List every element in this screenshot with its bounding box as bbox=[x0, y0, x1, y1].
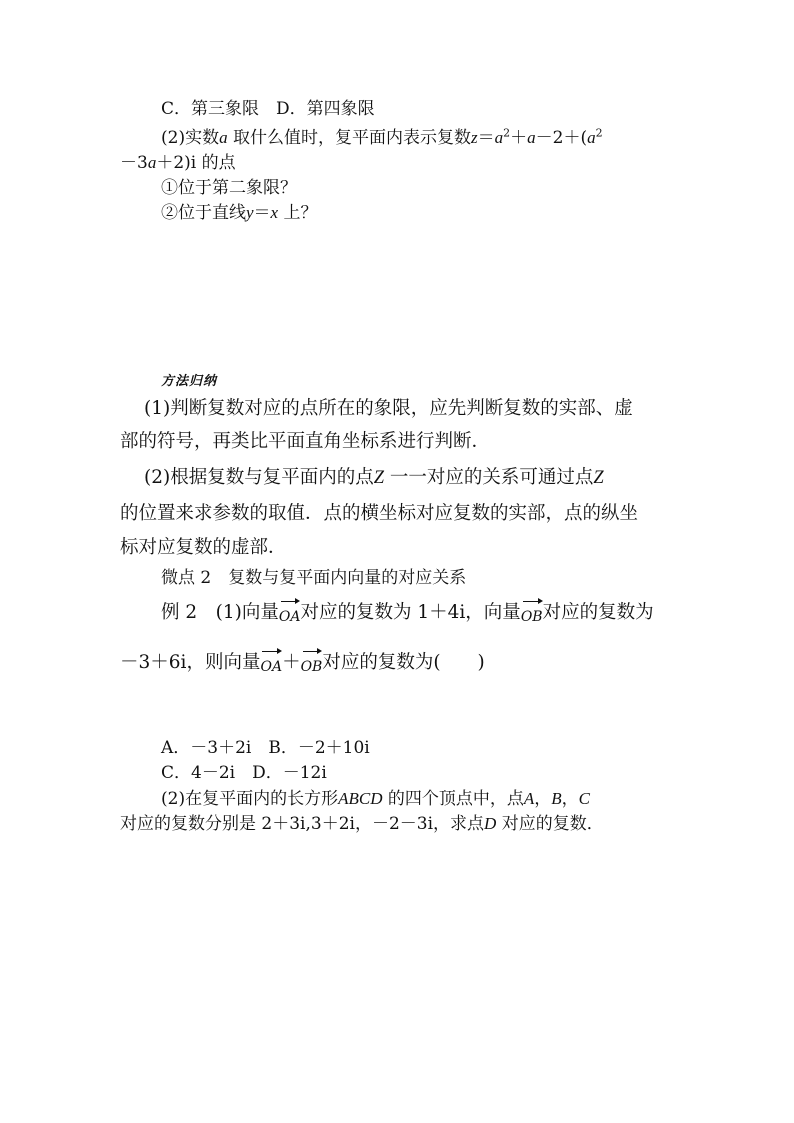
example-label: 例 2 bbox=[161, 602, 198, 623]
method-p1-line2: 部的符号，再类比平面直角坐标系进行判断． bbox=[120, 431, 491, 452]
point-c: C bbox=[578, 789, 591, 808]
option-d: D．第四象限 bbox=[276, 99, 375, 119]
example2-q2-line2 bbox=[120, 813, 604, 835]
point-d: D bbox=[484, 814, 497, 833]
q2-text: ②位于直线 bbox=[161, 203, 246, 223]
q2-text: 上？ bbox=[278, 203, 318, 223]
comma: ， bbox=[561, 789, 579, 809]
example-text: 对应的复数为( ) bbox=[322, 652, 485, 673]
exponent: 2 bbox=[503, 126, 511, 140]
var-z: z bbox=[471, 128, 478, 147]
example2-options-ab bbox=[161, 737, 370, 759]
example2-q2-line1 bbox=[161, 788, 590, 810]
exponent: 2 bbox=[595, 126, 603, 140]
var-x: x bbox=[270, 203, 279, 222]
option-b: B．－2＋10i bbox=[268, 738, 370, 758]
example-text: (1)向量 bbox=[197, 602, 279, 623]
option-a: A．－3＋2i bbox=[161, 738, 252, 758]
option-c: C．4－2i bbox=[161, 763, 236, 783]
example2-line2 bbox=[120, 652, 485, 678]
vector-ob: OB bbox=[301, 656, 323, 678]
method-text: (2)根据复数与复平面内的点 bbox=[144, 467, 374, 488]
option-c: C．第三象限 bbox=[161, 99, 260, 119]
weidian2-title: 微点 2 复数与复平面内向量的对应关系 bbox=[161, 568, 467, 588]
point-b: B bbox=[551, 789, 562, 808]
var-a: a bbox=[587, 128, 596, 147]
example-text: －3＋6i，则向量 bbox=[120, 652, 261, 673]
comma: ， bbox=[534, 789, 552, 809]
var-a: a bbox=[147, 153, 157, 172]
q2-sub1: ①位于第二象限？ bbox=[161, 178, 297, 198]
q2-text: 取什么值时，复平面内表示复数 bbox=[227, 128, 471, 148]
point-a: A bbox=[523, 789, 535, 808]
example2-line1 bbox=[161, 602, 654, 628]
method-p2-line2: 的位置来求参数的取值．点的横坐标对应复数的实部，点的纵坐 bbox=[120, 503, 639, 524]
rect-abcd: ABCD bbox=[338, 789, 383, 808]
option-d: D．－12i bbox=[252, 763, 327, 783]
example-text: 的四个顶点中，点 bbox=[382, 789, 524, 809]
q2-text: (2)实数 bbox=[161, 128, 220, 148]
vector-oa: OA bbox=[279, 606, 301, 628]
var-a: a bbox=[527, 128, 536, 147]
eq-sign: ＝ bbox=[477, 128, 495, 148]
method-p2-line1 bbox=[144, 467, 604, 489]
q2-sub2 bbox=[161, 202, 318, 224]
var-z: Z bbox=[373, 468, 385, 488]
q1-options-cd bbox=[161, 98, 375, 120]
var-a: a bbox=[494, 128, 504, 147]
q2-text: －2＋( bbox=[535, 128, 588, 148]
example2-options-cd bbox=[161, 762, 327, 784]
var-z: Z bbox=[593, 468, 604, 488]
eq-sign: ＝ bbox=[253, 203, 271, 223]
vector-ob: OB bbox=[521, 606, 543, 628]
q2-line1 bbox=[161, 127, 603, 149]
example-text: (2)在复平面内的长方形 bbox=[161, 789, 339, 809]
q2-text: －3 bbox=[120, 153, 148, 173]
example-text: 对应的复数分别是 2＋3i,3＋2i，－2－3i，求点 bbox=[120, 814, 485, 834]
method-p1-line1: (1)判断复数对应的点所在的象限，应先判断复数的实部、虚 bbox=[144, 398, 633, 419]
q2-line2 bbox=[120, 152, 236, 174]
method-text: 一一对应的关系可通过点 bbox=[384, 467, 594, 488]
q2-text: ＋2)i 的点 bbox=[156, 153, 236, 173]
example-text: 对应的复数． bbox=[496, 814, 604, 834]
example-text: 对应的复数为 1＋4i，向量 bbox=[300, 602, 521, 623]
method-p2-line3: 标对应复数的虚部． bbox=[120, 537, 287, 558]
var-y: y bbox=[246, 203, 254, 222]
plus-sign: ＋ bbox=[510, 128, 528, 148]
vector-oa: OA bbox=[260, 656, 282, 678]
plus-sign: ＋ bbox=[282, 652, 301, 673]
method-heading: 方法归纳 bbox=[161, 374, 218, 389]
var-a: a bbox=[219, 128, 228, 147]
example-text: 对应的复数为 bbox=[542, 602, 654, 623]
